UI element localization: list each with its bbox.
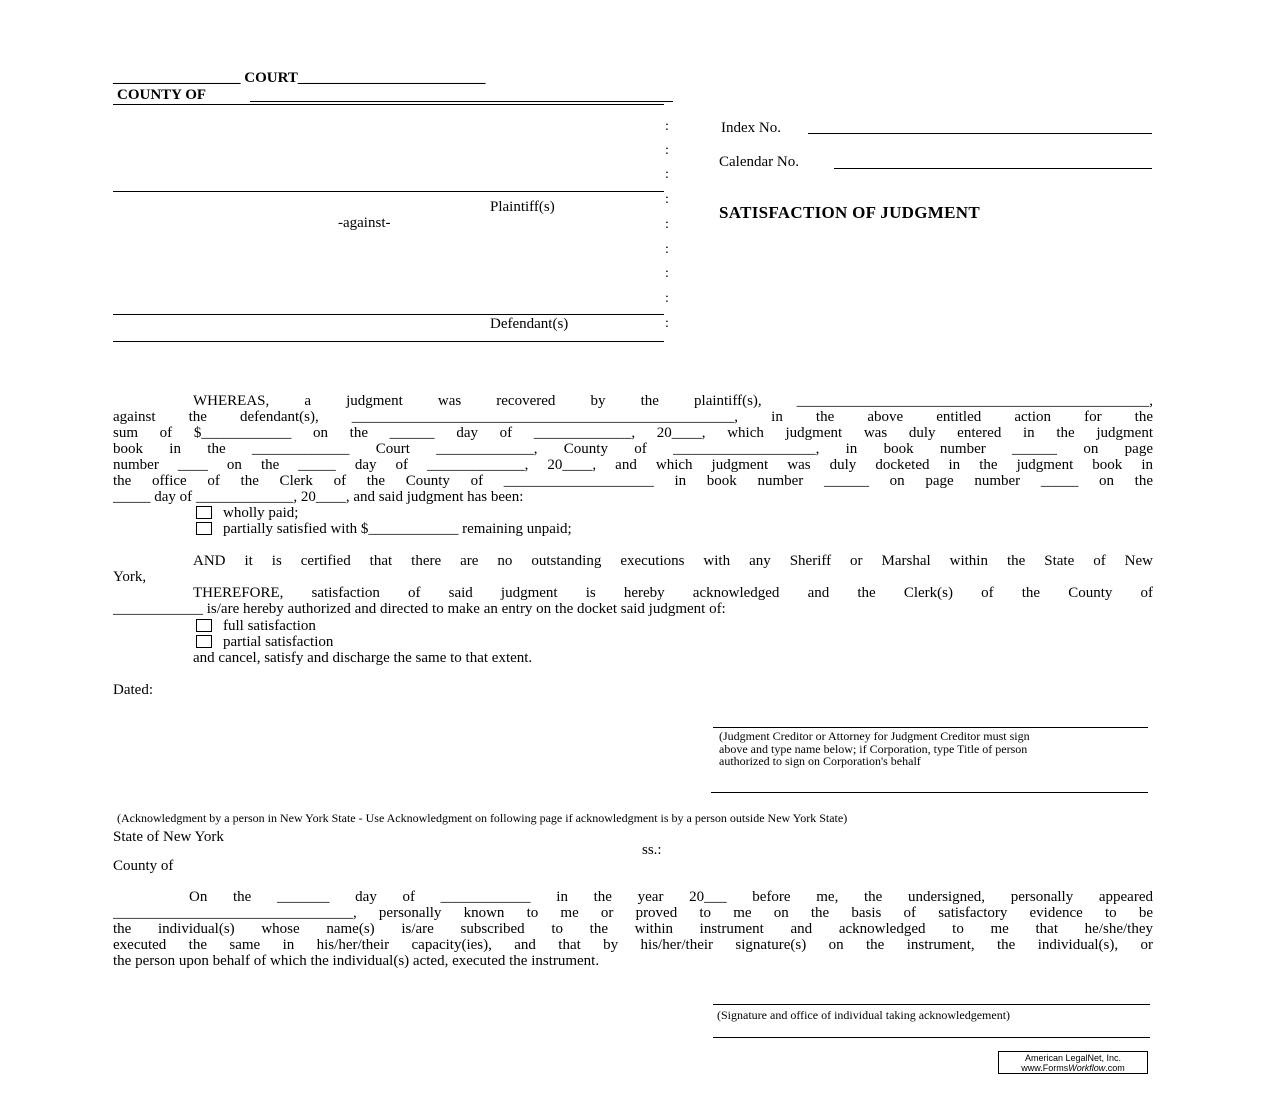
calendar-no-label: Calendar No.: [719, 154, 799, 170]
ack-line: On the _______ day of ____________ in the year 20___ before me, the undersigned, personally appeared: [189, 889, 1153, 905]
caption-colon: :: [665, 316, 669, 331]
county-of-blank[interactable]: [250, 101, 673, 102]
caption-colon: :: [665, 143, 669, 158]
caption-rule-bottom: [113, 341, 664, 342]
against-label: -against-: [338, 215, 391, 231]
index-no-field[interactable]: [808, 133, 1152, 134]
therefore-line: ____________ is/are hereby authorized and directed to make an entry on the docket said judgment of:: [113, 601, 726, 617]
certified-line: AND it is certified that there are no outstanding executions with any Sheriff or Marshal within the State of New: [193, 553, 1153, 569]
creditor-note: above and type name below; if Corporation, type Title of person: [719, 742, 1028, 756]
caption-rule-plaintiff: [113, 191, 664, 192]
ack-line: executed the same in his/her/their capacity(ies), and that by his/her/their signature(s) on the instrument, the individual(s), or: [113, 937, 1153, 953]
county-of-label: COUNTY OF: [117, 87, 207, 103]
caption-colon: :: [665, 192, 669, 207]
creditor-note: authorized to sign on Corporation's behalf: [719, 754, 921, 768]
caption-colon: :: [665, 217, 669, 232]
full-satisfaction-label: full satisfaction: [223, 618, 316, 634]
full-satisfaction-checkbox[interactable]: [196, 619, 212, 632]
notary-office-line[interactable]: [713, 1037, 1150, 1038]
partial-satisfaction-checkbox[interactable]: [196, 635, 212, 648]
index-no-label: Index No.: [721, 120, 781, 136]
court-line: _________________ COURT_________________________: [113, 70, 486, 86]
york-line: York,: [113, 569, 147, 585]
whereas-line: book in the _____________ Court _____________, County of ___________________, in book number ______ on page: [113, 441, 1153, 457]
ss-label: ss.:: [642, 842, 662, 858]
caption-colon: :: [665, 242, 669, 257]
cancel-line: and cancel, satisfy and discharge the same to that extent.: [193, 650, 533, 666]
partial-satisfaction-label: partial satisfaction: [223, 634, 334, 650]
whereas-line: WHEREAS, a judgment was recovered by the plaintiff(s), _______________________________________________,: [193, 393, 1153, 409]
caption-colon: :: [665, 266, 669, 281]
whereas-line: against the defendant(s), ___________________________________________________, in the above entitled action for the: [113, 409, 1153, 425]
creditor-note: (Judgment Creditor or Attorney for Judgment Creditor must sign: [719, 729, 1030, 743]
whereas-line: the office of the Clerk of the County of ____________________ in book number ______ on page number _____ on the: [113, 473, 1153, 489]
caption-rule-defendant-top: [113, 314, 664, 315]
dated-label: Dated:: [113, 682, 153, 698]
acknowledgment-note: (Acknowledgment by a person in New York State - Use Acknowledgment on following page if acknowledgment is by a person outside New York State): [117, 811, 848, 825]
county-label: County of: [113, 858, 174, 874]
wholly-paid-checkbox[interactable]: [196, 506, 212, 519]
partially-satisfied-label: partially satisfied with $____________ remaining unpaid;: [223, 521, 572, 537]
logo-line-1: American LegalNet, Inc.: [1024, 1053, 1122, 1063]
partially-satisfied-checkbox[interactable]: [196, 522, 212, 535]
creditor-signature-line[interactable]: [713, 727, 1148, 728]
notary-signature-line[interactable]: [713, 1004, 1150, 1005]
caption-colon: :: [665, 119, 669, 134]
whereas-line: sum of $____________ on the ______ day of _____________, 20____, which judgment was duly entered in the judgment: [113, 425, 1153, 441]
creditor-name-line[interactable]: [711, 792, 1148, 793]
whereas-line: _____ day of _____________, 20____, and said judgment has been:: [113, 489, 524, 505]
state-label: State of New York: [113, 829, 224, 845]
therefore-line: THEREFORE, satisfaction of said judgment is hereby acknowledged and the Clerk(s) of the County of: [193, 585, 1153, 601]
whereas-line: number ____ on the _____ day of _____________, 20____, and which judgment was duly docketed in the judgment book in: [113, 457, 1153, 473]
logo-line-2: www.FormsWorkflow.com: [1021, 1063, 1125, 1073]
american-legalnet-logo: [998, 1051, 1148, 1074]
calendar-no-field[interactable]: [834, 168, 1152, 169]
caption-colon: :: [665, 167, 669, 182]
defendant-label: Defendant(s): [490, 316, 569, 332]
plaintiff-label: Plaintiff(s): [490, 199, 555, 215]
caption-rule-top: [113, 104, 664, 105]
document-title: SATISFACTION OF JUDGMENT: [719, 203, 980, 222]
caption-colon: :: [665, 291, 669, 306]
ack-line: the person upon behalf of which the individual(s) acted, executed the instrument.: [113, 953, 600, 969]
ack-line: ________________________________, personally known to me or proved to me on the basis of satisfactory evidence to be: [113, 905, 1153, 921]
wholly-paid-label: wholly paid;: [223, 505, 299, 521]
notary-signature-caption: (Signature and office of individual taking acknowledgement): [717, 1008, 1011, 1022]
ack-line: the individual(s) whose name(s) is/are subscribed to the within instrument and acknowledged to me that he/she/they: [113, 921, 1153, 937]
